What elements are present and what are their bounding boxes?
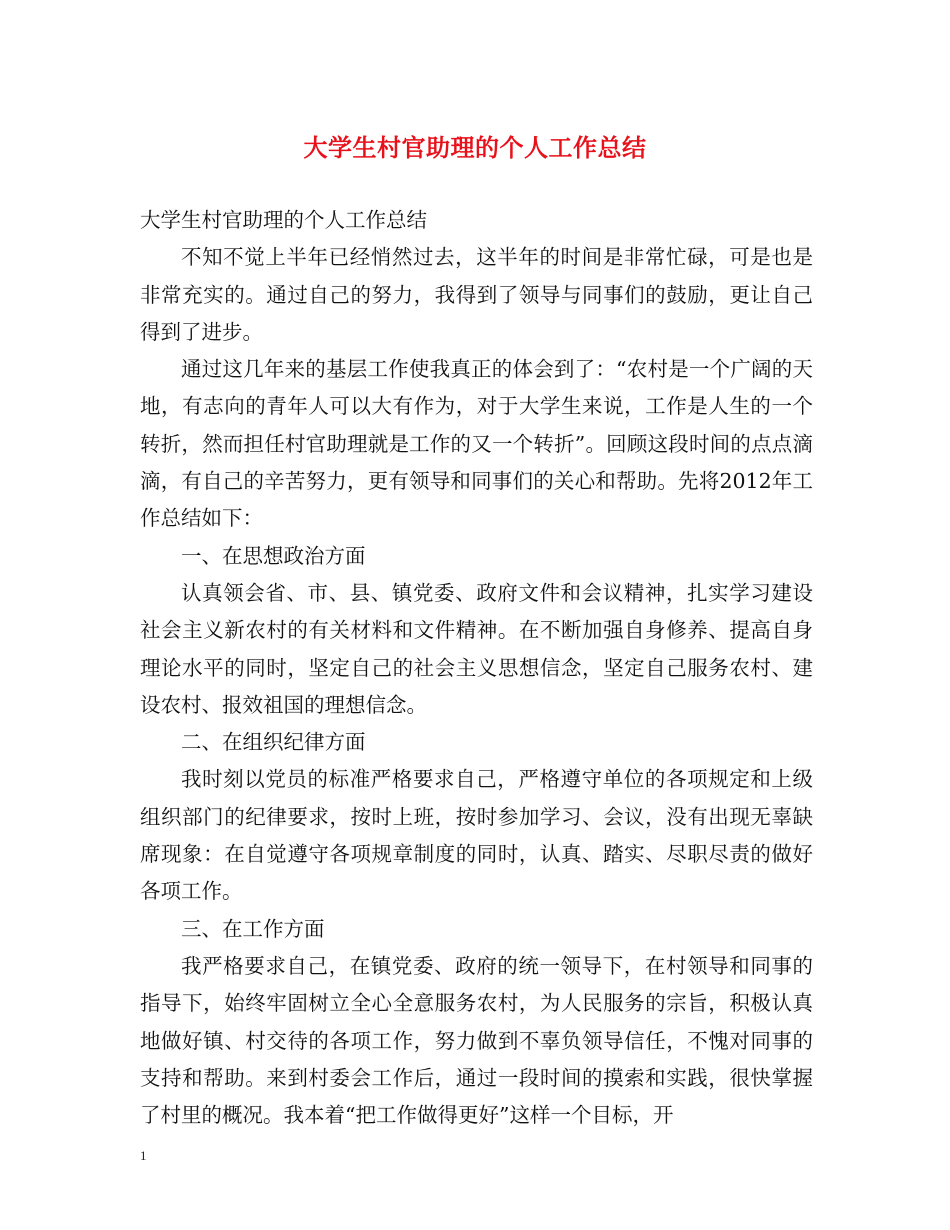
work-paragraph: 我严格要求自己，在镇党委、政府的统一领导下，在村领导和同事的指导下，始终牢固树立全心全意服务农村，为人民服务的宗旨，积极认真地做好镇、村交待的各项工作，努力做到不辜负领导信任，不愧对同事的支持和帮助。来到村委会工作后，通过一段时间的摸索和实践，很快掌握了村里的概况。我本着“把工作做得更好”这样一个目标，开: [140, 953, 813, 1128]
subtitle-paragraph: 大学生村官助理的个人工作总结: [140, 208, 427, 232]
experience-paragraph: 通过这几年来的基层工作使我真正的体会到了：“农村是一个广阔的天地，有志向的青年人可以大有作为，对于大学生来说，工作是人生的一个转折，然而担任村官助理就是工作的又一个转折”。回顾这段时间的点点滴滴，有自己的辛苦努力，更有领导和同事们的关心和帮助。先将2012年工作总结如下：: [140, 357, 813, 531]
political-paragraph: 认真领会省、市、县、镇党委、政府文件和会议精神，扎实学习建设社会主义新农村的有关材料和文件精神。在不断加强自身修养、提高自身理论水平的同时，坚定自己的社会主义思想信念，坚定自己服务农村、建设农村、报效祖国的理想信念。: [140, 580, 813, 717]
section-heading-political: 一、在思想政治方面: [181, 543, 366, 568]
section-heading-work: 三、在工作方面: [181, 916, 325, 941]
discipline-paragraph: 我时刻以党员的标准严格要求自己，严格遵守单位的各项规定和上级组织部门的纪律要求，按时上班，按时参加学习、会议，没有出现无辜缺席现象：在自觉遵守各项规章制度的同时，认真、踏实、尽职尽责的做好各项工作。: [140, 767, 813, 904]
document-body: [140, 202, 813, 1134]
page-number: 1: [140, 1148, 147, 1163]
section-heading-discipline: 二、在组织纪律方面: [181, 730, 366, 755]
document-title: 大学生村官助理的个人工作总结: [303, 133, 647, 162]
intro-paragraph: 不知不觉上半年已经悄然过去，这半年的时间是非常忙碌，可是也是非常充实的。通过自己的努力，我得到了领导与同事们的鼓励，更让自己得到了进步。: [140, 245, 813, 344]
